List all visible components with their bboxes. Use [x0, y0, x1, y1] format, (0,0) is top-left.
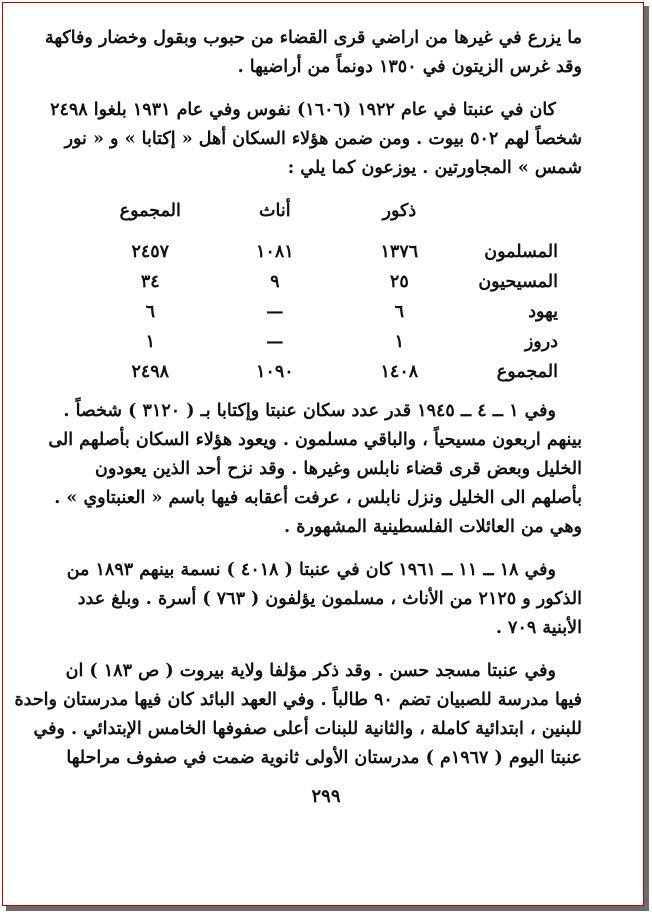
header-cell: المجموع	[119, 201, 181, 221]
table-cell: ٦	[394, 301, 405, 322]
row-label: المجموع	[496, 361, 558, 382]
table-cell: ١	[394, 331, 405, 352]
paragraph-population-1945	[48, 397, 582, 542]
table-row	[88, 267, 558, 297]
table-cell: ٢٥	[389, 271, 409, 292]
paragraph-agriculture	[44, 24, 582, 82]
paragraph-schools	[14, 657, 582, 773]
text-line: وقد غرس الزيتون في ١٣٥٠ دونماً من أراضيها .	[237, 57, 582, 77]
table-row-total	[88, 357, 558, 387]
table-cell: ٣٤	[140, 271, 160, 292]
text-line: الذكور و ٢١٢٥ من الأناث ، مسلمون يؤلفون ( ٧٦٣ ) أسرة . وبلغ عدد	[77, 589, 582, 609]
text-line: بينهم اربعون مسيحياً ، والباقي مسلمون . ويعود هؤلاء السكان بأصلهم الى	[48, 430, 582, 450]
frame-shadow-right	[644, 6, 649, 908]
text-line: فيها مدرسة للصبيان تضم ٩٠ طالباً . وفي العهد البائد كان فيها مدرستان واحدة	[14, 690, 582, 710]
text-line: وهي من العائلات الفلسطينية المشهورة .	[284, 517, 582, 537]
header-cell	[462, 197, 558, 237]
text-line: بأصلهم الى الخليل ونزل نابلس ، عرفت أعقابه فيها باسم « العنبتاوي » .	[54, 488, 582, 508]
table-cell: ٩	[270, 271, 280, 292]
document-page	[14, 24, 582, 787]
text-line: الأبنية ٧٠٩ .	[495, 618, 582, 638]
text-line: وفي ١ ــ ٤ ــ ١٩٤٥ قدر عدد سكان عنبتا وإكتابا بـ ( ٣١٢٠ ) شخصاً .	[63, 401, 556, 421]
row-label: دروز	[524, 331, 558, 352]
row-label: المسلمون	[484, 241, 558, 262]
text-line: وفي ١٨ ــ ١١ ــ ١٩٦١ كان في عنبتا ( ٤٠١٨ ) نسمة بينهم ١٨٩٣ من	[66, 560, 556, 580]
header-cell: أناث	[259, 201, 291, 221]
page-number: ٢٩٩	[311, 786, 341, 807]
header-cell: ذكور	[382, 201, 417, 221]
paragraph-population-1931	[50, 96, 582, 183]
table-cell: ٢٤٥٧	[131, 241, 170, 262]
table-cell: ١٠٨١	[256, 241, 294, 262]
table-cell: —	[266, 301, 284, 322]
table-cell: —	[266, 331, 284, 352]
row-label: يهود	[528, 301, 558, 322]
text-line: كان في عنبتا في عام ١٩٢٢ (١٦٠٦) نفوس وفي عام ١٩٣١ بلغوا ٢٤٩٨	[50, 100, 556, 120]
table-cell: ١	[145, 331, 155, 352]
frame-shadow-bottom	[6, 906, 649, 911]
table-header-row	[88, 197, 558, 237]
table-row	[88, 297, 558, 327]
table-row	[88, 327, 558, 357]
text-line: شمس » المجاورتين . يوزعون كما يلي :	[287, 158, 582, 178]
table-cell: ٢٤٩٨	[131, 361, 170, 382]
population-table	[88, 197, 558, 387]
text-line: ما يزرع في غيرها من اراضي قرى القضاء من حبوب وبقول وخضار وفاكهة	[44, 28, 582, 48]
text-line: وفي عنبتا مسجد حسن . وقد ذكر مؤلفا ولاية بيروت ( ص ١٨٣ ) ان	[65, 661, 556, 681]
paragraph-population-1961	[66, 556, 582, 643]
table-cell: ١٤٠٨	[380, 361, 419, 382]
table-cell: ١٠٩٠	[256, 361, 294, 382]
text-line: عنبتا اليوم ( ١٩٦٧م ) مدرستان الأولى ثانوية ضمت في صفوف مراحلها	[66, 748, 582, 768]
table-cell: ١٣٧٦	[380, 241, 419, 262]
text-line: للبنين ، ابتدائية كاملة ، والثانية للبنات أعلى صفوفها الخامس الإبتدائي . وفي	[33, 719, 582, 739]
table-row	[88, 237, 558, 267]
text-line: الخليل وبعض قرى قضاء نابلس وغيرها . وقد نزح أحد الذين يعودون	[95, 459, 582, 479]
row-label: المسيحيون	[478, 271, 558, 292]
table-cell: ٦	[145, 301, 155, 322]
text-line: شخصاً لهم ٥٠٢ بيوت . ومن ضمن هؤلاء السكان أهل « إكتابا » و « نور	[64, 129, 582, 149]
